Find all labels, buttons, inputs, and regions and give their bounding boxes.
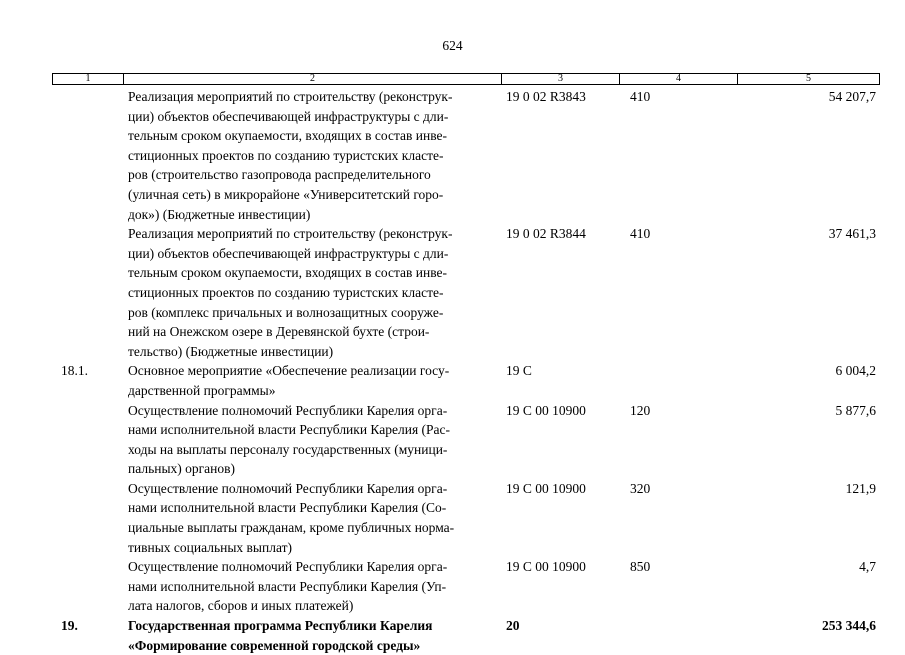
row-name-line: Реализация мероприятий по строительству (реконструк- — [128, 226, 453, 242]
table-row — [52, 361, 880, 400]
row-amount: 253 344,6 — [822, 618, 876, 634]
row-name-line: ции) объектов обеспечивающей инфраструктуры с дли- — [128, 108, 449, 124]
header-col-1: 1 — [53, 74, 124, 84]
table-header — [52, 73, 880, 85]
row-number — [52, 87, 123, 224]
header-col-4: 4 — [620, 74, 738, 84]
table-row — [52, 479, 880, 557]
row-expense-type — [619, 616, 737, 655]
row-name-line: лата налогов, сборов и иных платежей) — [128, 598, 354, 614]
row-name — [123, 87, 501, 224]
row-name-line: «Формирование современной городской среды» — [128, 637, 421, 653]
row-expense-type: 320 — [630, 480, 651, 496]
row-code: 19 С — [506, 363, 532, 379]
table-row — [52, 616, 880, 655]
table-row — [52, 224, 880, 361]
table-row — [52, 87, 880, 224]
row-name-line: Осуществление полномочий Республики Карелия орга- — [128, 559, 448, 575]
row-name-line: тельным сроком окупаемости, входящих в состав инве- — [128, 128, 447, 144]
row-code: 19 0 02 R3843 — [506, 89, 586, 104]
row-name-line: ров (строительство газопровода распределительного — [128, 167, 431, 183]
row-expense-type: 410 — [630, 226, 651, 242]
row-name-line: стиционных проектов по созданию туристских класте- — [128, 284, 444, 300]
table-row — [52, 401, 880, 479]
row-code: 20 — [506, 618, 520, 634]
row-amount: 37 461,3 — [828, 226, 876, 242]
row-name — [123, 557, 501, 616]
row-name-line: ции) объектов обеспечивающей инфраструктуры с дли- — [128, 245, 449, 261]
row-expense-type: 120 — [630, 402, 651, 418]
row-name-line: стиционных проектов по созданию туристских класте- — [128, 147, 444, 163]
row-number — [52, 479, 123, 557]
row-name-line: циальные выплаты гражданам, кроме публичных норма- — [128, 520, 455, 536]
row-amount: 6 004,2 — [835, 363, 876, 379]
row-number — [52, 224, 123, 361]
row-name-line: пальных) органов) — [128, 461, 236, 477]
row-name — [123, 361, 501, 400]
row-code: 19 С 00 10900 — [506, 480, 586, 496]
row-code: 19 С 00 10900 — [506, 559, 586, 575]
row-expense-type — [619, 361, 737, 400]
row-name-line: док») (Бюджетные инвестиции) — [128, 206, 311, 222]
row-name-line: тельство) (Бюджетные инвестиции) — [128, 343, 334, 359]
row-name-line: дарственной программы» — [128, 382, 276, 398]
page-number: 624 — [442, 38, 463, 53]
row-name-line: Осуществление полномочий Республики Карелия орга- — [128, 480, 448, 496]
row-name-line: (уличная сеть) в микрорайоне «Университетский горо- — [128, 186, 444, 202]
row-amount: 5 877,6 — [835, 402, 876, 418]
row-name-line: ров (комплекс причальных и волнозащитных сооруже- — [128, 304, 444, 320]
table-body — [52, 87, 880, 655]
header-col-5: 5 — [806, 73, 811, 84]
row-name-line: тивных социальных выплат) — [128, 539, 292, 555]
row-name-line: нами исполнительной власти Республики Карелия (Со- — [128, 500, 447, 516]
row-name — [123, 479, 501, 557]
row-expense-type: 850 — [630, 559, 651, 575]
header-col-3: 3 — [502, 74, 620, 84]
header-col-2: 2 — [124, 74, 502, 84]
row-amount: 4,7 — [859, 559, 876, 575]
row-expense-type: 410 — [630, 89, 651, 104]
row-name-line: тельным сроком окупаемости, входящих в состав инве- — [128, 265, 447, 281]
row-amount: 121,9 — [845, 480, 876, 496]
row-name-line: нами исполнительной власти Республики Карелия (Уп- — [128, 578, 447, 594]
row-name — [123, 224, 501, 361]
row-name — [123, 616, 501, 655]
row-name-line: Основное мероприятие «Обеспечение реализации госу- — [128, 363, 450, 379]
row-name-line: Реализация мероприятий по строительству (реконструк- — [128, 89, 453, 104]
row-number — [52, 557, 123, 616]
row-number: 18.1. — [61, 363, 88, 379]
row-name-line: Осуществление полномочий Республики Карелия орга- — [128, 402, 448, 418]
row-code: 19 0 02 R3844 — [506, 226, 586, 242]
row-amount: 54 207,7 — [828, 89, 876, 104]
row-name-line: ходы на выплаты персоналу государственных (муници- — [128, 441, 448, 457]
table-row — [52, 557, 880, 616]
row-code: 19 С 00 10900 — [506, 402, 586, 418]
row-name-line: ний на Онежском озере в Деревянской бухте (строи- — [128, 324, 430, 340]
row-name-line: Государственная программа Республики Карелия — [128, 618, 433, 634]
row-name-line: нами исполнительной власти Республики Карелия (Рас- — [128, 422, 451, 438]
row-number: 19. — [61, 618, 78, 634]
row-number — [52, 401, 123, 479]
row-name — [123, 401, 501, 479]
